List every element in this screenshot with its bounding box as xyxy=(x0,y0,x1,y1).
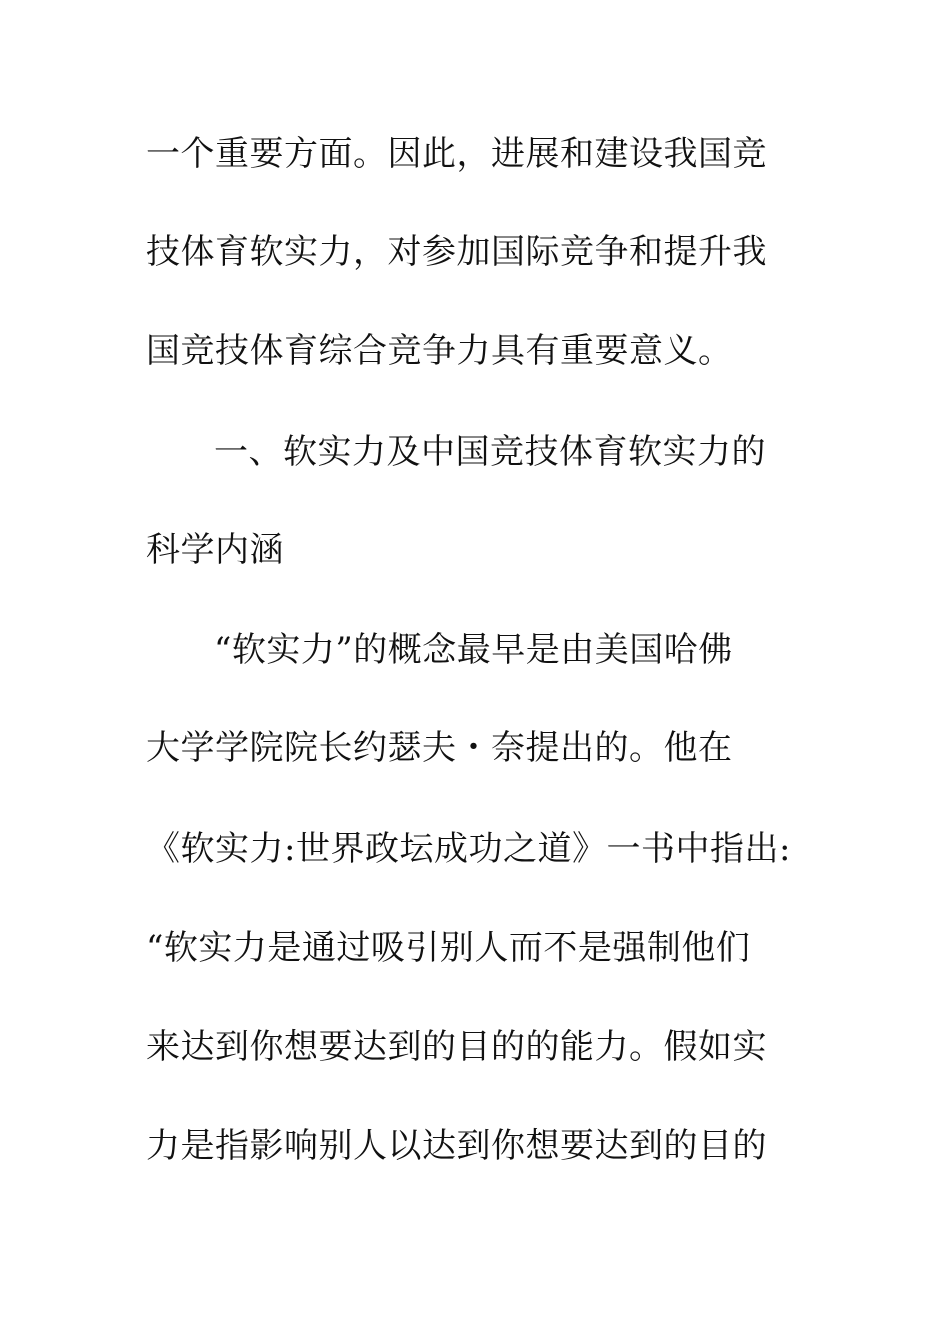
section-heading-line: 一、软实力及中国竞技体育软实力的 xyxy=(214,432,766,472)
paragraph-line: 一个重要方面。因此，进展和建设我国竞 xyxy=(146,134,767,174)
paragraph-line: “软实力是通过吸引别人而不是强制他们 xyxy=(146,928,751,968)
paragraph-line: 《软实力:世界政坛成功之道》一书中指出: xyxy=(146,829,791,869)
paragraph-line: “软实力”的概念最早是由美国哈佛 xyxy=(214,630,733,670)
paragraph-line: 力是指影响别人以达到你想要达到的目的 xyxy=(146,1126,767,1166)
section-heading-line: 科学内涵 xyxy=(146,530,284,570)
paragraph-line: 来达到你想要达到的目的的能力。假如实 xyxy=(146,1027,767,1067)
paragraph-line: 大学学院院长约瑟夫・奈提出的。他在 xyxy=(146,728,733,768)
paragraph-line: 国竞技体育综合竞争力具有重要意义。 xyxy=(146,331,733,371)
paragraph-line: 技体育软实力，对参加国际竞争和提升我 xyxy=(146,232,767,272)
